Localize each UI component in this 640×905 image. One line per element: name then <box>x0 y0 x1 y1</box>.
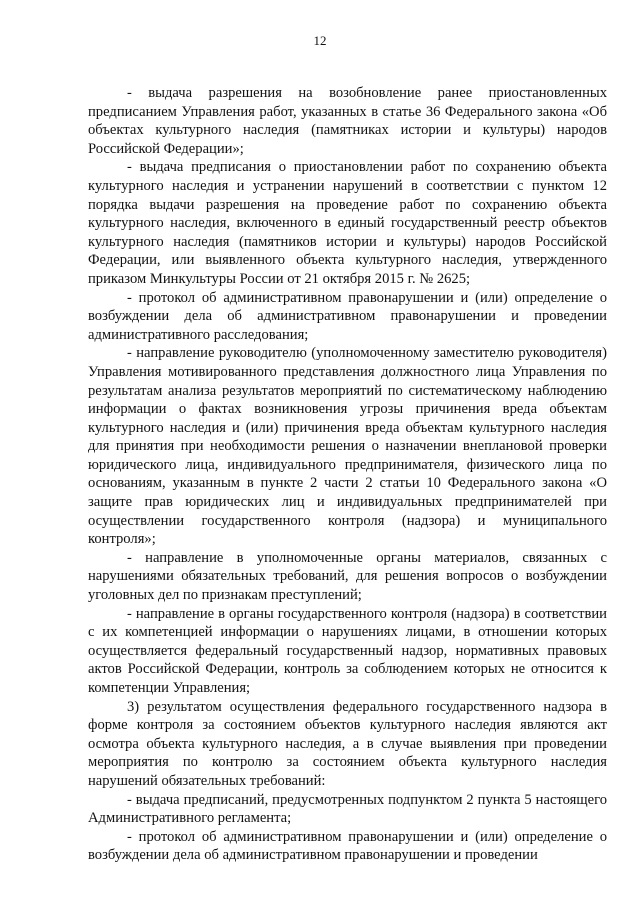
document-body <box>88 84 607 865</box>
paragraph-issue-orders: - выдача предписаний, предусмотренных подпунктом 2 пункта 5 настоящего Административного регламента; <box>88 791 607 827</box>
paragraph-suspension-order: - выдача предписания о приостановлении работ по сохранению объекта культурного наследия и устранении нарушений в соответствии с пунктом 12 порядка выдачи разрешения на проведение работ по сохранению объекта культурного наследия, включенного в единый государственный реестр объектов культурного наследия (памятников истории и культуры) народов Российской Федерации, или выявленного объекта культурного наследия, утвержденного приказом Минкультуры России от 21 октября 2015 г. № 2625; <box>88 159 607 287</box>
paragraph-inspection-result: 3) результатом осуществления федерального государственного надзора в форме контроля за состоянием объектов культурного наследия являются акт осмотра объекта культурного наследия, а в случае выявления при проведении мероприятия по контролю за состоянием объекта культурного наследия нарушений обязательных требований: <box>88 698 607 789</box>
paragraph-violation-protocol-continued: - протокол об административном правонарушении и (или) определение о возбуждении дела об административном правонарушении и проведении <box>88 828 607 864</box>
paragraph-violation-protocol: - протокол об административном правонарушении и (или) определение о возбуждении дела об административном правонарушении и проведении административного расследования; <box>88 289 607 343</box>
paragraph-materials-to-authorities: - направление в уполномоченные органы материалов, связанных с нарушениями обязательных требований, для решения вопросов о возбуждении уголовных дел по признакам преступлений; <box>88 549 607 604</box>
page-number: 12 <box>313 33 327 48</box>
paragraph-motivated-representation: - направление руководителю (уполномоченному заместителю руководителя) Управления мотивированного представления должностного лица Управления по результатам анализа результатов мероприятий по систематическому наблюдению информации о фактах возникновения угрозы причинения вреда объектам культурного наследия и (или) причинения вреда объектам культурного наследия для принятия при необходимости решения о назначении внеплановой проверки юридического лица, индивидуального предпринимателя, физического лица по основаниям, указанным в пункте 2 части 2 статьи 10 Федерального закона «О защите прав юридических лиц и индивидуальных предпринимателей при осуществлении государственного контроля (надзора) и муниципального контроля»; <box>88 345 607 548</box>
paragraph-info-to-control-bodies: - направление в органы государственного контроля (надзора) в соответствии с их компетенцией информации о нарушениях лицами, в отношении которых осуществляется федеральный государственный надзор, нормативных правовых актов Российской Федерации, контроль за соблюдением которых не относится к компетенции Управления; <box>88 605 607 696</box>
paragraph-resumption-permit: - выдача разрешения на возобновление ранее приостановленных предписанием Управления работ, указанных в статье 36 Федерального закона «Об объектах культурного наследия (памятниках истории и культуры) народов Российской Федерации»; <box>88 85 607 157</box>
